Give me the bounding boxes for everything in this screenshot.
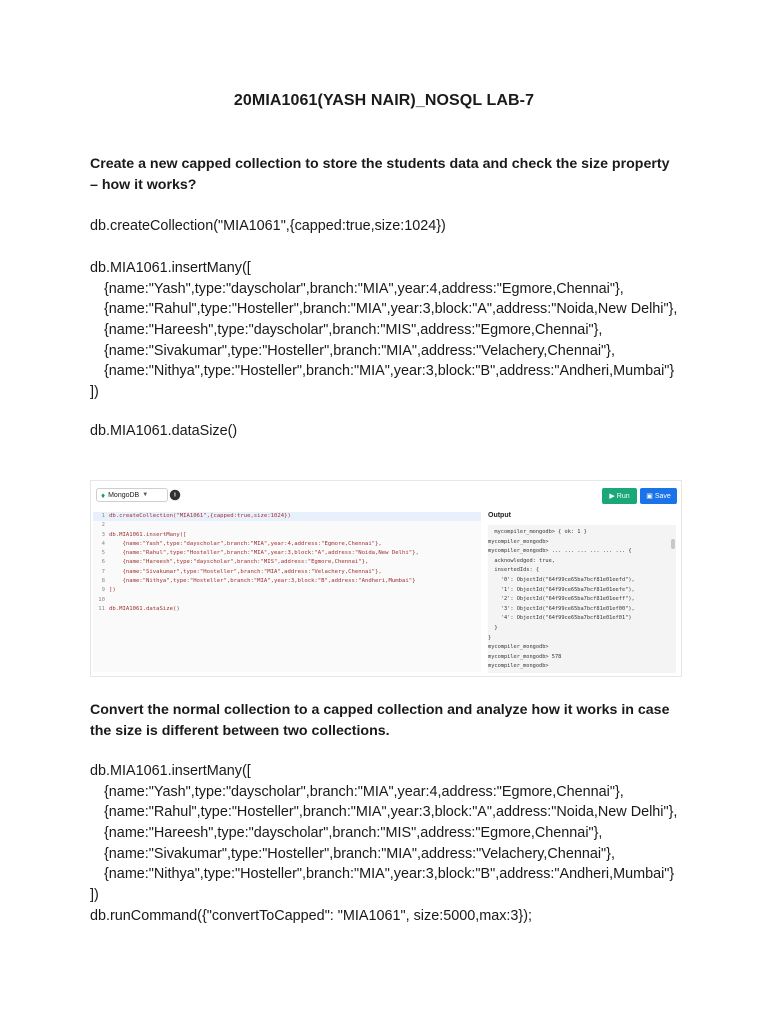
line-code: {name:"Sivakumar",type:"Hosteller",branch:"MIA",address:"Velachery,Chennai"}, <box>109 568 382 575</box>
line-code: {name:"Nithya",type:"Hosteller",branch:"MIA",year:3,block:"B",address:"Andheri,Mumbai"} <box>109 578 416 585</box>
editor-line <box>93 540 481 549</box>
run-button[interactable] <box>602 488 637 504</box>
line-number: 7 <box>101 568 105 575</box>
editor-line <box>93 596 481 605</box>
line-number: 11 <box>98 605 105 612</box>
output-line: mycompiler_mongodb> 578 <box>488 653 562 660</box>
line-number: 9 <box>101 587 105 594</box>
line-number: 8 <box>101 578 105 585</box>
save-button[interactable] <box>640 488 677 504</box>
document-line: {name:"Yash",type:"dayscholar",branch:"MIA",year:4,address:"Egmore,Chennai"}, <box>104 783 624 800</box>
info-icon[interactable]: i <box>170 490 181 501</box>
play-icon: ▶ <box>609 493 615 500</box>
document-line: {name:"Hareesh",type:"dayscholar",branch:"MIS",address:"Egmore,Chennai"}, <box>104 322 603 339</box>
save-label: Save <box>654 492 671 500</box>
insert-block-1 <box>90 258 677 403</box>
mongodb-leaf-icon: ♦ <box>101 490 106 500</box>
output-line: mycompiler_mongodb> <box>488 538 549 545</box>
line-code: ]) <box>109 587 116 594</box>
convert-to-capped-command: db.runCommand({"convertToCapped": "MIA1061", size:5000,max:3}); <box>90 907 532 924</box>
document-line: {name:"Rahul",type:"Hosteller",branch:"MIA",year:3,block:"A",address:"Noida,New Delhi"}, <box>104 301 678 318</box>
output-scrollbar[interactable] <box>671 539 675 549</box>
output-line: } <box>488 624 498 631</box>
output-line: '1': ObjectId("64f99ce65ba7bcf81e01eefe"), <box>488 586 635 593</box>
output-line: '0': ObjectId("64f99ce65ba7bcf81e01eefd"), <box>488 576 635 583</box>
compiler-screenshot <box>90 480 682 677</box>
line-number: 1 <box>101 513 105 519</box>
editor-line <box>93 605 481 614</box>
editor-line <box>93 558 481 567</box>
editor-line <box>93 512 481 521</box>
editor-line <box>93 577 481 586</box>
document-line: {name:"Hareesh",type:"dayscholar",branch:"MIS",address:"Egmore,Chennai"}, <box>104 825 603 842</box>
page-title: 20MIA1061(YASH NAIR)_NOSQL LAB-7 <box>233 92 535 109</box>
line-number: 4 <box>101 540 105 547</box>
question-1: Create a new capped collection to store the students data and check the size property – how it works? <box>90 156 670 193</box>
editor-line <box>93 549 481 558</box>
output-label: Output <box>488 512 511 519</box>
line-code: db.MIA1061.insertMany([ <box>109 531 187 538</box>
output-line: } <box>488 634 492 641</box>
output-line: '3': ObjectId("64f99ce65ba7bcf81e01ef00"), <box>488 605 635 612</box>
editor-line <box>93 586 481 595</box>
output-line: '4': ObjectId("64f99ce65ba7bcf81e01ef01") <box>488 615 632 622</box>
insert-block-2 <box>90 761 677 927</box>
datasize-command: db.MIA1061.dataSize() <box>90 423 238 439</box>
output-lines <box>488 528 635 672</box>
line-code: db.MIA1061.dataSize() <box>109 605 180 612</box>
insert-open-line: db.MIA1061.insertMany([ <box>90 260 251 276</box>
line-code: {name:"Yash",type:"dayscholar",branch:"MIA",year:4,address:"Egmore,Chennai"}, <box>109 540 382 547</box>
insert-open-line: db.MIA1061.insertMany([ <box>90 763 251 779</box>
output-line: insertedIds: { <box>488 567 540 574</box>
output-line: mycompiler_mongodb> <box>488 644 549 651</box>
line-code: {name:"Rahul",type:"Hosteller",branch:"MIA",year:3,block:"A",address:"Noida,New Delhi"}, <box>109 550 419 557</box>
output-line: acknowledged: true, <box>488 557 555 564</box>
output-line: mycompiler_mongodb> <box>488 663 549 670</box>
language-label: MongoDB <box>108 491 140 499</box>
output-line: mycompiler_mongodb> ... ... ... ... ... ... { <box>488 548 632 555</box>
line-code: {name:"Hareesh",type:"dayscholar",branch:"MIS",address:"Egmore,Chennai"}, <box>109 559 369 566</box>
line-number: 5 <box>101 550 105 557</box>
save-icon: ▣ <box>646 493 653 500</box>
line-number: 10 <box>98 596 105 603</box>
question-2: Convert the normal collection to a capped collection and analyze how it works in case the size is different between two collections. <box>90 702 670 739</box>
editor-line <box>93 568 481 577</box>
document-line: {name:"Sivakumar",type:"Hosteller",branch:"MIA",address:"Velachery,Chennai"}, <box>104 845 615 862</box>
insert-close-line: ]) <box>90 384 99 401</box>
code-editor[interactable] <box>93 512 481 672</box>
document-line: {name:"Sivakumar",type:"Hosteller",branch:"MIA",address:"Velachery,Chennai"}, <box>104 342 615 359</box>
run-label: Run <box>616 492 630 500</box>
editor-line <box>93 521 481 530</box>
chevron-down-icon: ▼ <box>142 492 149 498</box>
line-number: 6 <box>101 559 105 566</box>
insert-close-line: ]) <box>90 887 99 904</box>
editor-line <box>93 531 481 540</box>
output-panel <box>488 525 676 673</box>
compiler-toolbar <box>91 481 681 508</box>
line-code: db.createCollection("MIA1061",{capped:true,size:1024}) <box>109 513 291 519</box>
output-line: '2': ObjectId("64f99ce65ba7bcf81e01eeff"), <box>488 596 635 603</box>
language-select[interactable] <box>96 488 168 502</box>
create-collection-command: db.createCollection("MIA1061",{capped:true,size:1024}) <box>90 218 446 234</box>
document-line: {name:"Nithya",type:"Hosteller",branch:"MIA",year:3,block:"B",address:"Andheri,Mumbai"} <box>104 363 675 380</box>
document-line: {name:"Yash",type:"dayscholar",branch:"MIA",year:4,address:"Egmore,Chennai"}, <box>104 280 624 297</box>
output-line: mycompiler_mongodb> { ok: 1 } <box>488 529 587 535</box>
line-number: 2 <box>101 522 105 529</box>
document-line: {name:"Nithya",type:"Hosteller",branch:"MIA",year:3,block:"B",address:"Andheri,Mumbai"} <box>104 866 675 883</box>
line-number: 3 <box>101 531 105 538</box>
document-line: {name:"Rahul",type:"Hosteller",branch:"MIA",year:3,block:"A",address:"Noida,New Delhi"}, <box>104 804 678 821</box>
